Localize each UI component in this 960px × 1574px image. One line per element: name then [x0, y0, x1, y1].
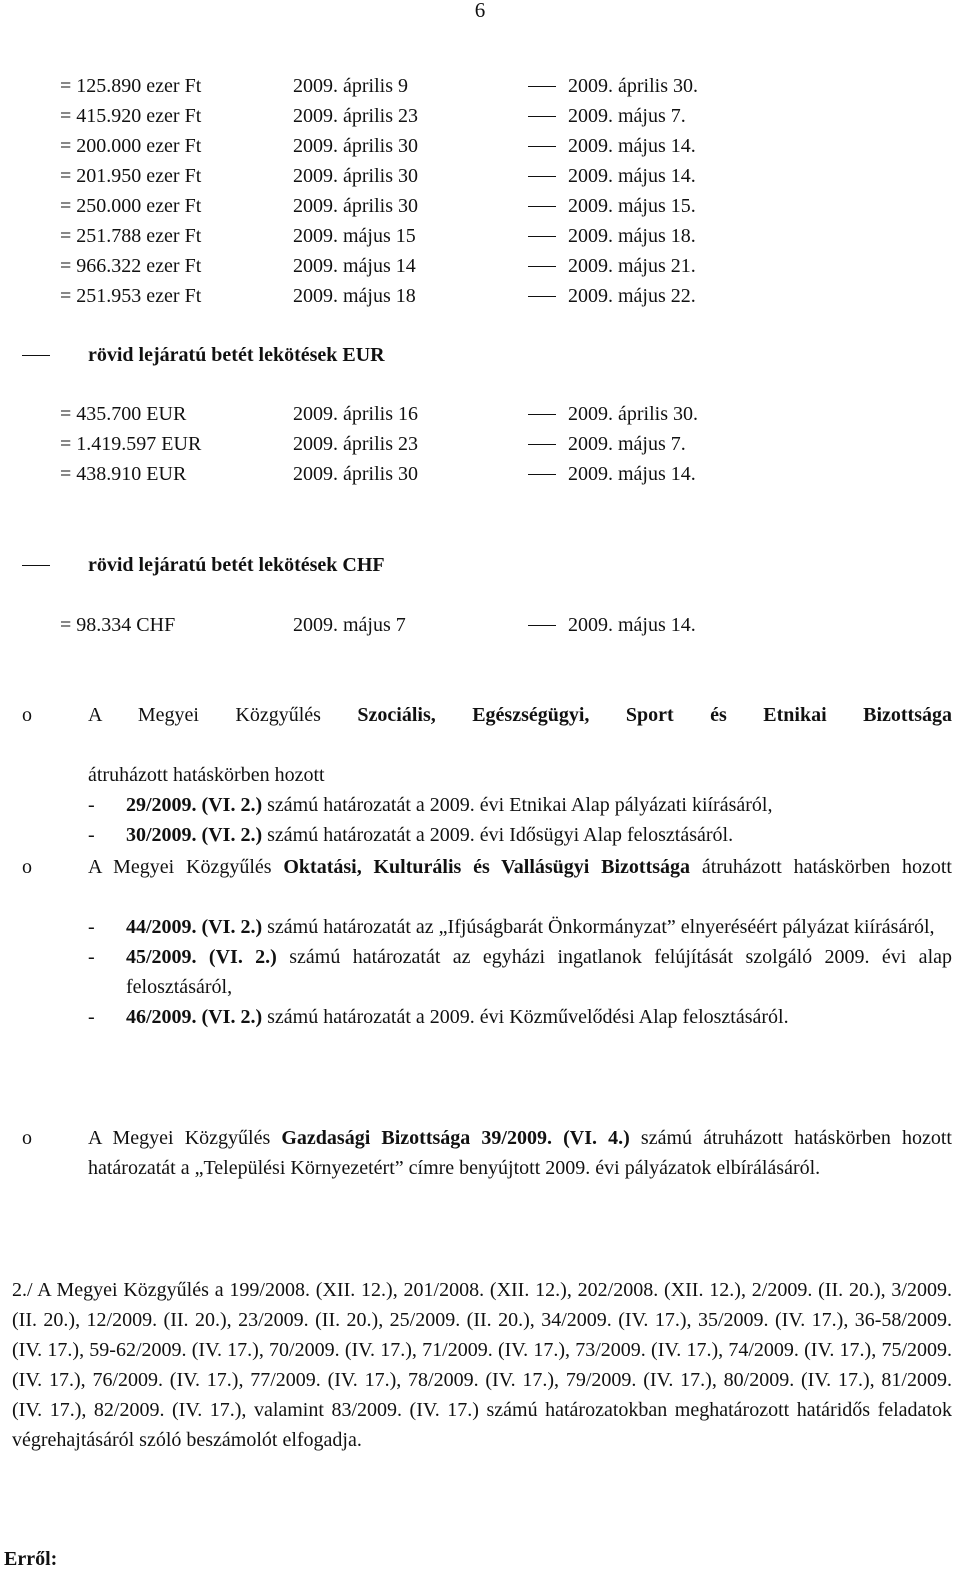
deposit-end: 2009. május 14.	[568, 463, 696, 485]
bullet-body	[88, 1123, 952, 1183]
committee-bullet	[22, 1123, 952, 1183]
dash-separator	[22, 355, 50, 356]
deposit-amount: = 435.700 EUR	[60, 403, 187, 425]
deposit-end: 2009. május 14.	[568, 135, 696, 157]
dash-separator	[528, 474, 556, 475]
lead-text: átruházott hatáskörben hozott	[690, 856, 952, 878]
dash-separator	[528, 206, 556, 207]
deposit-start: 2009. április 30	[293, 463, 418, 485]
deposit-amount: = 250.000 ezer Ft	[60, 195, 202, 217]
deposit-amount: = 1.419.597 EUR	[60, 433, 202, 455]
deposit-start: 2009. május 7	[293, 614, 406, 636]
deposit-end: 2009. május 18.	[568, 225, 696, 247]
dash-separator	[528, 266, 556, 267]
deposit-start: 2009. április 30	[293, 165, 418, 187]
list-hyphen: -	[88, 824, 95, 846]
deposit-start: 2009. május 14	[293, 255, 416, 277]
dash-separator	[22, 565, 50, 566]
resolution-number: 45/2009. (VI. 2.)	[126, 946, 277, 968]
lead-text: A Megyei Közgyűlés	[88, 704, 358, 726]
dash-separator	[528, 414, 556, 415]
deposit-start: 2009. április 30	[293, 135, 418, 157]
resolution-item	[88, 1002, 952, 1032]
dash-separator	[528, 116, 556, 117]
deposit-end: 2009. május 15.	[568, 195, 696, 217]
bullet-marker: o	[22, 856, 32, 878]
resolution-number: 29/2009. (VI. 2.)	[126, 794, 263, 816]
lead-text: A Megyei Közgyűlés	[88, 856, 284, 878]
deposit-amount: = 200.000 ezer Ft	[60, 135, 202, 157]
list-hyphen: -	[88, 946, 95, 968]
deposit-start: 2009. április 23	[293, 105, 418, 127]
page-number: 6	[474, 0, 486, 22]
closing-label: Erről:	[4, 1548, 58, 1570]
deposit-amount: = 98.334 CHF	[60, 614, 176, 636]
deposit-amount: = 251.953 ezer Ft	[60, 285, 202, 307]
deposit-amount: = 438.910 EUR	[60, 463, 187, 485]
deposit-start: 2009. április 16	[293, 403, 418, 425]
resolution-item	[88, 912, 952, 942]
list-hyphen: -	[88, 794, 95, 816]
deposit-end: 2009. május 7.	[568, 433, 686, 455]
bullet-lead	[88, 852, 952, 912]
deposit-start: 2009. április 9	[293, 75, 408, 97]
resolution-text: számú határozatát a 2009. évi Közművelődési Alap felosztásáról.	[262, 1006, 789, 1028]
resolution-number: 44/2009. (VI. 2.)	[126, 916, 263, 938]
committee-name: Gazdasági Bizottsága 39/2009. (VI. 4.)	[281, 1127, 630, 1149]
lead-text: A Megyei Közgyűlés	[88, 1127, 282, 1149]
dash-separator	[528, 176, 556, 177]
deposit-amount: = 251.788 ezer Ft	[60, 225, 202, 247]
deposit-amount: = 201.950 ezer Ft	[60, 165, 202, 187]
paragraph-2: 2./ A Megyei Közgyűlés a 199/2008. (XII. 12.), 201/2008. (XII. 12.), 202/2008. (XII. 12.), 2/2009. (II. 20.), 3/2009. (II. 20.), 12/2009. (II. 20.), 23/2009. (II. 20.), 25/2009. (II. 20.), 34/2009. (IV. 17.), 35/2009. (IV. 17.), 36-58/2009. (IV. 17.), 59-62/2009. (IV. 17.), 70/2009. (IV. 17.), 71/2009. (IV. 17.), 73/2009. (IV. 17.), 74/2009. (IV. 17.), 75/2009. (IV. 17.), 76/2009. (IV. 17.), 77/2009. (IV. 17.), 78/2009. (IV. 17.), 79/2009. (IV. 17.), 80/2009. (IV. 17.), 81/2009. (IV. 17.), 82/2009. (IV. 17.), valamint 83/2009. (IV. 17.) számú határozatokban meghatározott határidős feladatok végrehajtásáról szóló beszámolót elfogadja.	[12, 1279, 952, 1451]
deposit-amount: = 415.920 ezer Ft	[60, 105, 202, 127]
bullet-marker: o	[22, 1127, 32, 1149]
deposit-end: 2009. május 14.	[568, 614, 696, 636]
deposit-end: 2009. május 21.	[568, 255, 696, 277]
resolution-text: számú határozatát a 2009. évi Etnikai Alap pályázati kiírásáról,	[262, 794, 773, 816]
section-heading-text: rövid lejáratú betét lekötések CHF	[88, 554, 385, 576]
bullet-lead-cont: átruházott hatáskörben hozott	[88, 764, 325, 786]
deposit-end: 2009. április 30.	[568, 75, 698, 97]
committee-name: Oktatási, Kulturális és Vallásügyi Bizottsága	[283, 856, 691, 878]
lead-text: számú átruházott hatáskörben hozott határozatát a „Települési Környezetért” címre benyújtott 2009. évi pályázatok elbírálásáról.	[88, 1127, 952, 1179]
committee-bullet	[22, 700, 952, 850]
committee-bullet	[22, 852, 952, 1032]
deposit-start: 2009. május 15	[293, 225, 416, 247]
dash-separator	[528, 236, 556, 237]
deposit-end: 2009. április 30.	[568, 403, 698, 425]
resolution-item	[88, 942, 952, 1002]
resolution-number: 30/2009. (VI. 2.)	[126, 824, 263, 846]
bullet-lead	[88, 700, 952, 760]
bullet-marker: o	[22, 704, 32, 726]
list-hyphen: -	[88, 1006, 95, 1028]
dash-separator	[528, 296, 556, 297]
deposit-end: 2009. május 22.	[568, 285, 696, 307]
resolution-item	[88, 790, 952, 820]
deposit-amount: = 125.890 ezer Ft	[60, 75, 202, 97]
resolution-text: számú határozatát az „Ifjúságbarát Önkormányzat” elnyeréséért pályázat kiírásáról,	[262, 916, 935, 938]
deposit-start: 2009. május 18	[293, 285, 416, 307]
list-hyphen: -	[88, 916, 95, 938]
dash-separator	[528, 146, 556, 147]
committee-name: Szociális, Egészségügyi, Sport és Etnikai Bizottsága	[357, 704, 952, 726]
resolution-number: 46/2009. (VI. 2.)	[126, 1006, 263, 1028]
dash-separator	[528, 86, 556, 87]
deposit-start: 2009. április 30	[293, 195, 418, 217]
resolution-text: számú határozatát a 2009. évi Idősügyi Alap felosztásáról.	[262, 824, 734, 846]
deposit-start: 2009. április 23	[293, 433, 418, 455]
resolution-text: számú határozatát az egyházi ingatlanok felújítását szolgáló 2009. évi alap felosztásáról,	[126, 946, 952, 998]
dash-separator	[528, 625, 556, 626]
deposit-amount: = 966.322 ezer Ft	[60, 255, 202, 277]
deposit-end: 2009. május 7.	[568, 105, 686, 127]
resolution-item	[88, 820, 952, 850]
section-heading-text: rövid lejáratú betét lekötések EUR	[88, 344, 385, 366]
dash-separator	[528, 444, 556, 445]
deposit-end: 2009. május 14.	[568, 165, 696, 187]
